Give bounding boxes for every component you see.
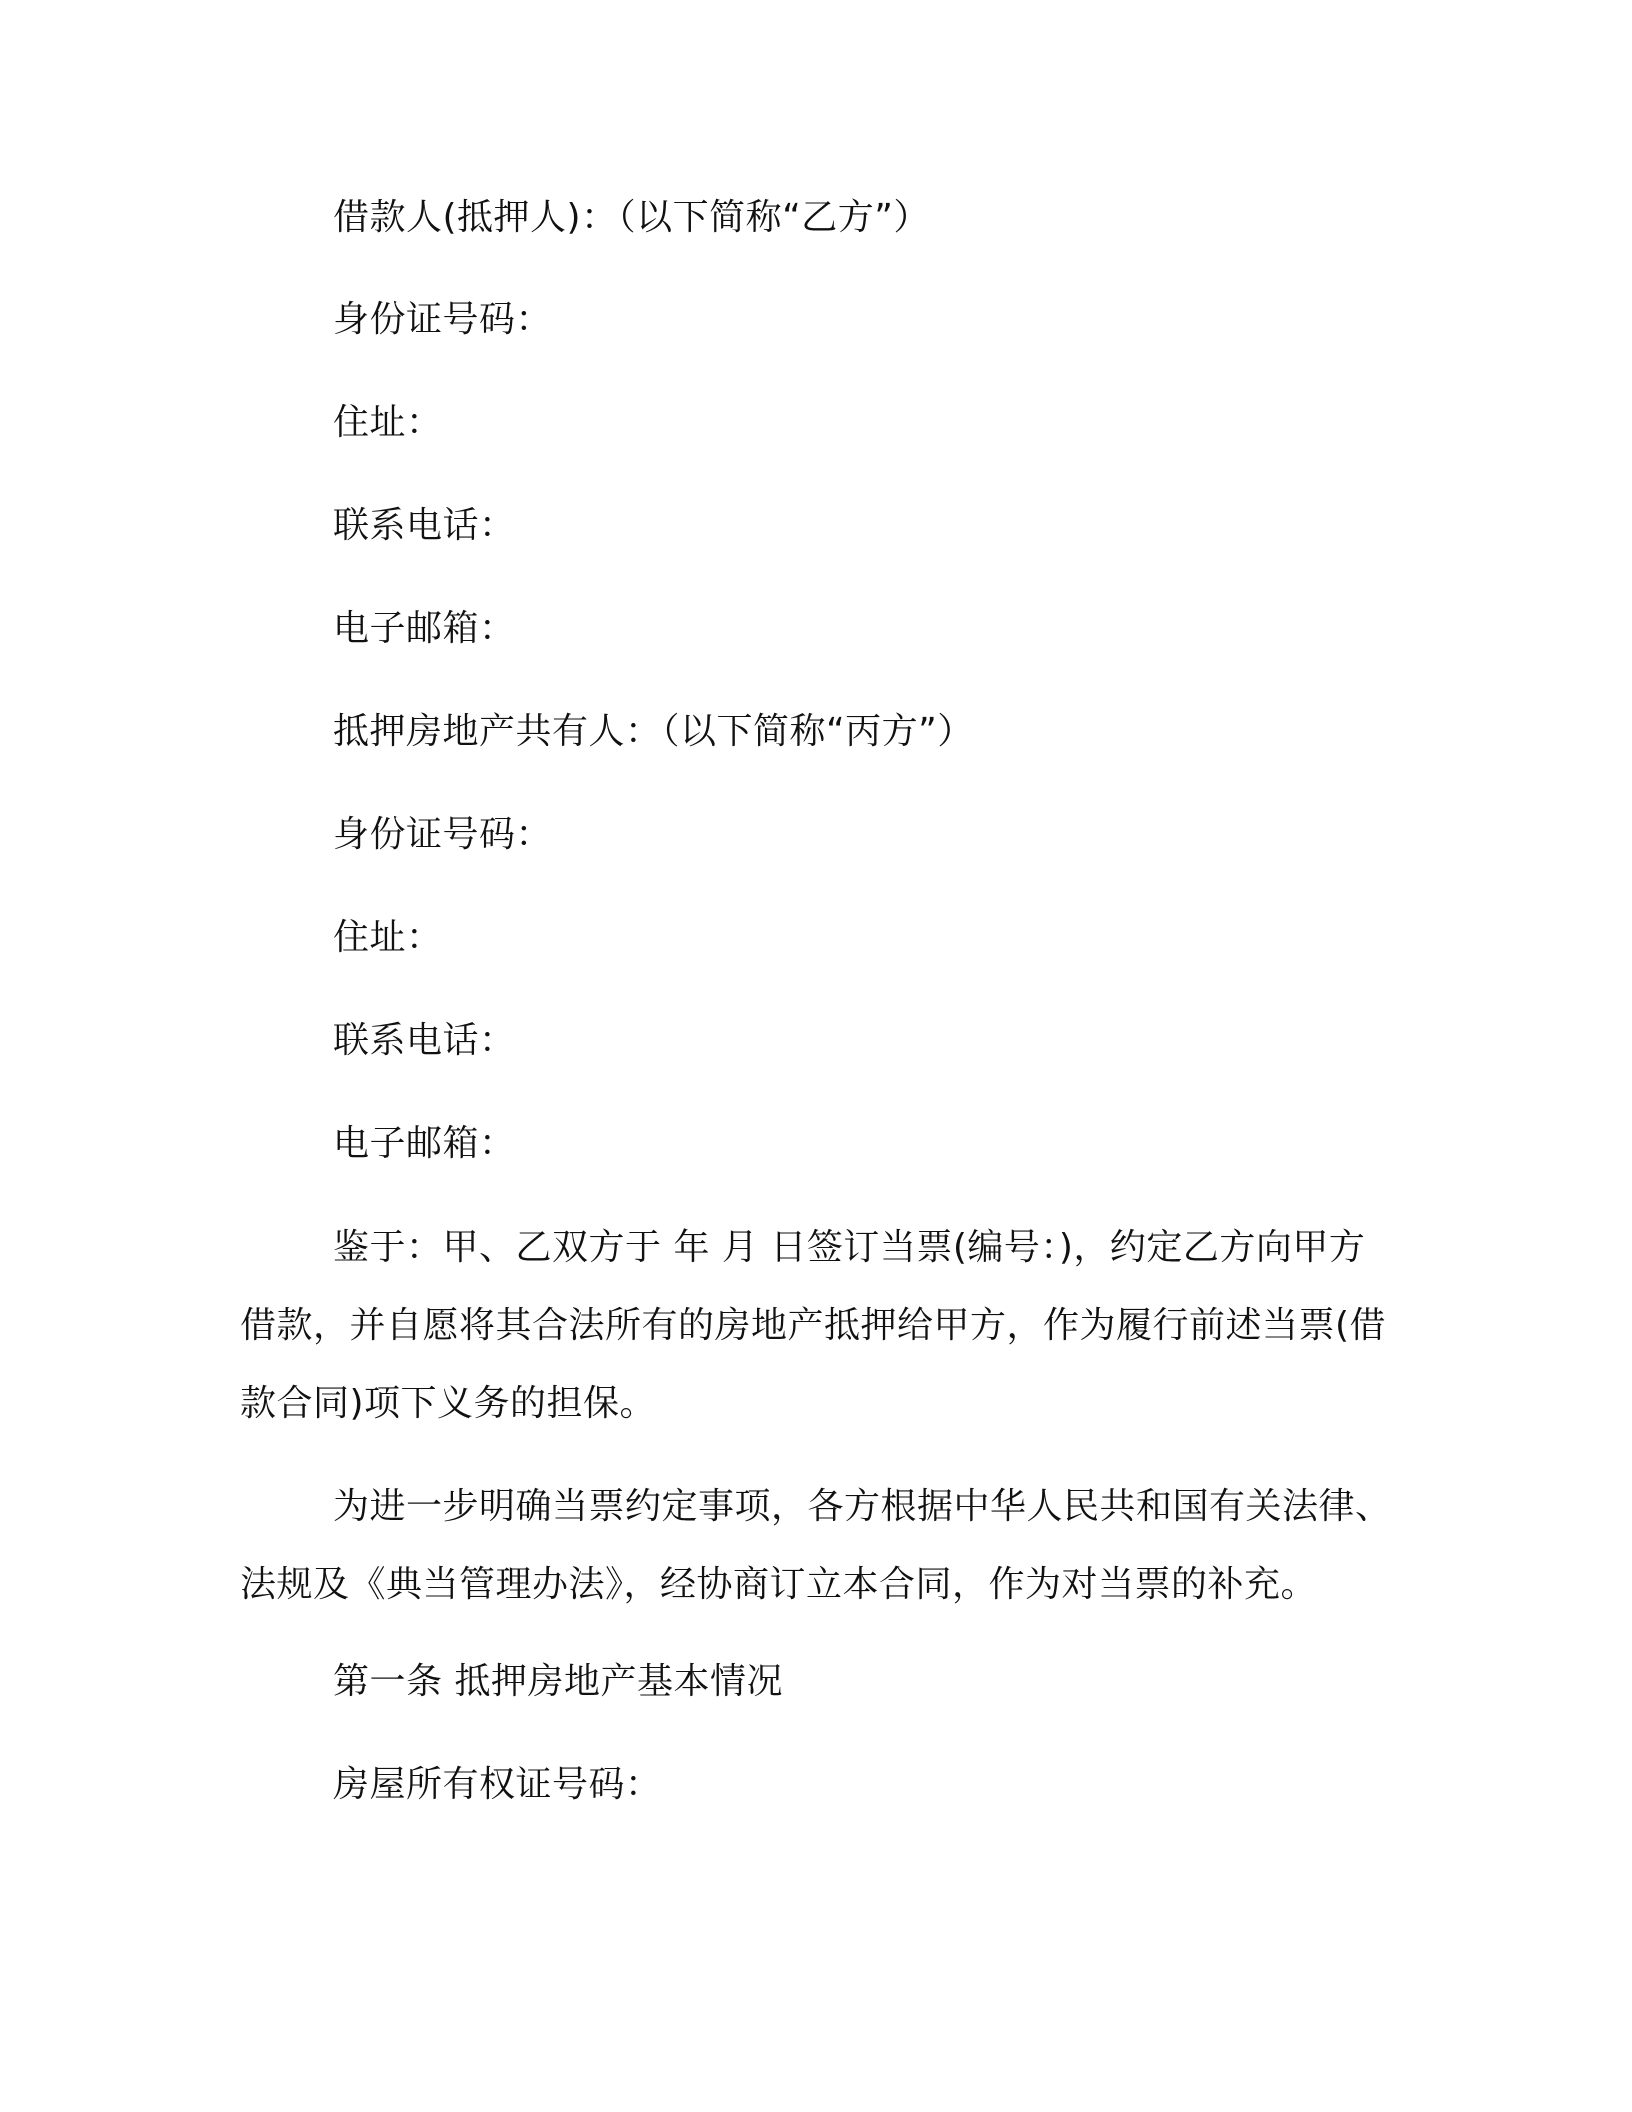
property-cert-label: 房屋所有权证号码： (333, 1764, 662, 1805)
party-b-phone-label: 联系电话： (333, 505, 516, 546)
party-c-heading: 抵押房地产共有人：（以下简称“丙方”） (333, 711, 974, 752)
article-1-title: 第一条 抵押房地产基本情况 (333, 1661, 783, 1702)
recital-paragraph-1: 鉴于：甲、乙双方于 年 月 日签订当票(编号：)，约定乙方向甲方借款，并自愿将其合法所有的房地产抵押给甲方，作为履行前述当票(借款合同)项下义务的担保。 (240, 1227, 1387, 1424)
party-c-address-label: 住址： (333, 917, 443, 958)
party-c-email-label: 电子邮箱： (333, 1123, 516, 1164)
recital-paragraph-2: 为进一步明确当票约定事项，各方根据中华人民共和国有关法律、法规及《典当管理办法》，经协商订立本合同，作为对当票的补充。 (240, 1486, 1392, 1605)
party-c-phone-label: 联系电话： (333, 1020, 516, 1061)
party-c-id-label: 身份证号码： (333, 814, 553, 855)
party-b-email-label: 电子邮箱： (333, 608, 516, 649)
party-b-address-label: 住址： (333, 402, 443, 443)
party-b-heading: 借款人(抵押人)：（以下简称“乙方”） (333, 197, 930, 238)
party-b-id-label: 身份证号码： (333, 299, 553, 340)
